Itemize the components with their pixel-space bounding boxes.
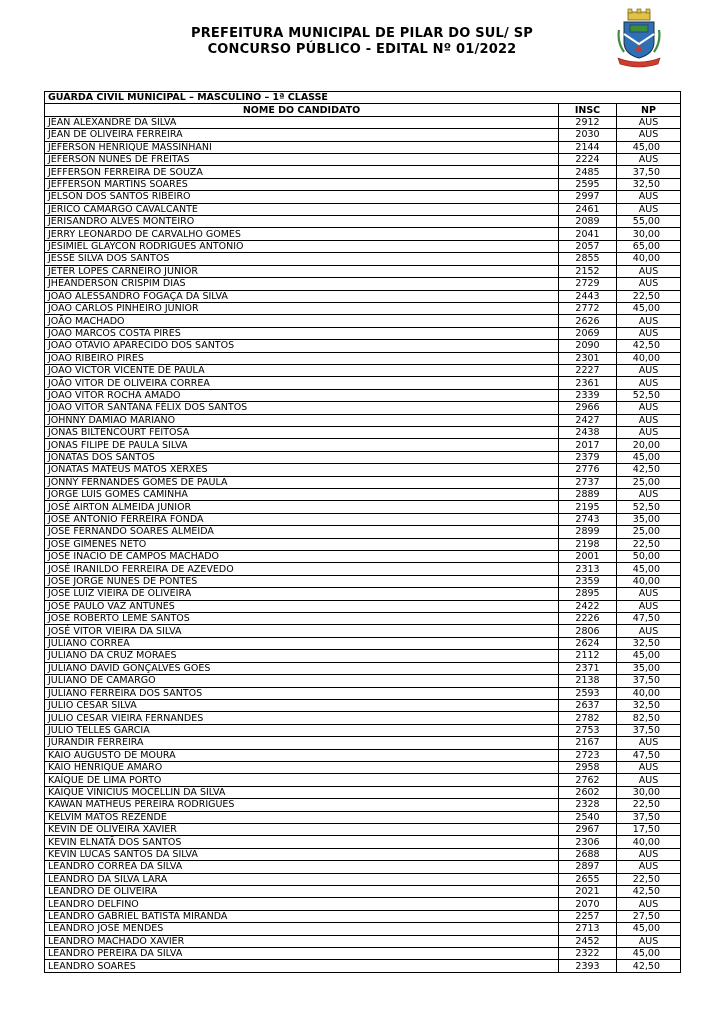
- table-row: [45, 265, 681, 277]
- candidate-np: 30,00: [617, 786, 681, 798]
- table-row: [45, 575, 681, 587]
- candidate-insc: 2069: [559, 327, 617, 339]
- table-row: [45, 873, 681, 885]
- table-row: [45, 786, 681, 798]
- candidate-insc: 2762: [559, 774, 617, 786]
- candidate-name: JOÃO CARLOS PINHEIRO JUNIOR: [45, 302, 559, 314]
- candidate-name: JOSÉ PAULO VAZ ANTUNES: [45, 600, 559, 612]
- candidate-name: JONAS BILTENCOURT FEITOSA: [45, 426, 559, 438]
- candidate-insc: 2776: [559, 464, 617, 476]
- candidate-np: AUS: [617, 489, 681, 501]
- candidate-insc: 2152: [559, 265, 617, 277]
- candidate-insc: 2017: [559, 439, 617, 451]
- table-row: [45, 613, 681, 625]
- table-row: [45, 352, 681, 364]
- table-row: [45, 811, 681, 823]
- candidate-insc: 2422: [559, 600, 617, 612]
- candidate-insc: 2224: [559, 154, 617, 166]
- candidate-insc: 2895: [559, 588, 617, 600]
- table-row: [45, 302, 681, 314]
- candidate-np: AUS: [617, 588, 681, 600]
- table-row: [45, 724, 681, 736]
- candidate-np: 40,00: [617, 352, 681, 364]
- candidate-insc: 2328: [559, 799, 617, 811]
- candidate-np: AUS: [617, 203, 681, 215]
- candidate-insc: 2339: [559, 389, 617, 401]
- candidate-name: JONATAS MATEUS MATOS XERXES: [45, 464, 559, 476]
- candidate-insc: 2438: [559, 426, 617, 438]
- candidate-insc: 2070: [559, 898, 617, 910]
- candidate-name: JEAN ALEXANDRE DA SILVA: [45, 116, 559, 128]
- candidate-name: JULIANO FERREIRA DOS SANTOS: [45, 687, 559, 699]
- candidate-name: JOÃO VITOR DE OLIVEIRA CORREA: [45, 377, 559, 389]
- candidate-insc: 2889: [559, 489, 617, 501]
- table-row: [45, 464, 681, 476]
- candidate-name: JOAO RIBEIRO PIRES: [45, 352, 559, 364]
- candidate-insc: 2713: [559, 923, 617, 935]
- candidate-np: AUS: [617, 861, 681, 873]
- candidate-name: JULIANO CORREA: [45, 637, 559, 649]
- table-row: [45, 650, 681, 662]
- candidate-np: 25,00: [617, 526, 681, 538]
- table-row: [45, 203, 681, 215]
- candidate-np: 52,50: [617, 389, 681, 401]
- table-row: [45, 861, 681, 873]
- candidate-name: JULIO CESAR SILVA: [45, 699, 559, 711]
- candidate-np: 37,50: [617, 724, 681, 736]
- candidate-name: JOAO VICTOR VICENTE DE PAULA: [45, 364, 559, 376]
- candidate-insc: 2637: [559, 699, 617, 711]
- candidate-name: JOÃO ALESSANDRO FOGAÇA DA SILVA: [45, 290, 559, 302]
- table-row: [45, 737, 681, 749]
- candidate-name: KAWAN MATHEUS PEREIRA RODRIGUES: [45, 799, 559, 811]
- candidate-name: KEVIN LUCAS SANTOS DA SILVA: [45, 848, 559, 860]
- column-header-name: NOME DO CANDIDATO: [45, 104, 559, 116]
- candidate-np: AUS: [617, 278, 681, 290]
- candidate-insc: 2379: [559, 451, 617, 463]
- candidate-insc: 2897: [559, 861, 617, 873]
- table-row: [45, 526, 681, 538]
- candidate-insc: 2772: [559, 302, 617, 314]
- candidate-insc: 2723: [559, 749, 617, 761]
- candidate-insc: 2030: [559, 129, 617, 141]
- candidate-name: KEVIN ELNATÃ DOS SANTOS: [45, 836, 559, 848]
- candidate-insc: 2855: [559, 253, 617, 265]
- candidate-insc: 2427: [559, 414, 617, 426]
- candidate-name: KELVIM MATOS REZENDE: [45, 811, 559, 823]
- table-row: [45, 960, 681, 972]
- candidate-np: 22,50: [617, 290, 681, 302]
- candidate-name: KAÍQUE DE LIMA PORTO: [45, 774, 559, 786]
- candidate-np: AUS: [617, 364, 681, 376]
- candidate-name: LEANDRO SOARES: [45, 960, 559, 972]
- table-row: [45, 166, 681, 178]
- candidate-np: 45,00: [617, 650, 681, 662]
- candidate-name: JELSON DOS SANTOS RIBEIRO: [45, 191, 559, 203]
- candidate-insc: 2753: [559, 724, 617, 736]
- candidate-insc: 2021: [559, 886, 617, 898]
- candidate-name: JONNY FERNANDES GOMES DE PAULA: [45, 476, 559, 488]
- table-row: [45, 228, 681, 240]
- candidate-insc: 2195: [559, 501, 617, 513]
- candidate-np: AUS: [617, 377, 681, 389]
- table-row: [45, 315, 681, 327]
- candidate-np: 35,00: [617, 662, 681, 674]
- candidate-name: JOÃO MACHADO: [45, 315, 559, 327]
- candidate-np: 30,00: [617, 228, 681, 240]
- candidate-name: LEANDRO DA SILVA LARA: [45, 873, 559, 885]
- candidate-name: JEFERSON NUNES DE FREITAS: [45, 154, 559, 166]
- candidate-name: JONATAS DOS SANTOS: [45, 451, 559, 463]
- candidate-name: LEANDRO DE OLIVEIRA: [45, 886, 559, 898]
- candidate-insc: 2912: [559, 116, 617, 128]
- table-row: [45, 129, 681, 141]
- candidate-name: JOSÉ AIRTON ALMEIDA JUNIOR: [45, 501, 559, 513]
- candidate-np: 45,00: [617, 923, 681, 935]
- candidate-insc: 2112: [559, 650, 617, 662]
- column-header-np: NP: [617, 104, 681, 116]
- candidate-np: 42,50: [617, 340, 681, 352]
- candidate-insc: 2041: [559, 228, 617, 240]
- candidate-insc: 2966: [559, 402, 617, 414]
- table-row: [45, 402, 681, 414]
- candidate-np: 32,50: [617, 178, 681, 190]
- candidate-name: JEFERSON HENRIQUE MASSINHANI: [45, 141, 559, 153]
- candidate-name: JEFFERSON MARTINS SOARES: [45, 178, 559, 190]
- candidate-np: 45,00: [617, 451, 681, 463]
- candidate-np: AUS: [617, 935, 681, 947]
- candidate-np: 45,00: [617, 563, 681, 575]
- candidate-np: 37,50: [617, 166, 681, 178]
- candidate-insc: 2593: [559, 687, 617, 699]
- table-row: [45, 687, 681, 699]
- candidate-name: JULIO CESAR VIEIRA FERNANDES: [45, 712, 559, 724]
- municipality-title: PREFEITURA MUNICIPAL DE PILAR DO SUL/ SP: [190, 26, 533, 41]
- candidate-np: 17,50: [617, 823, 681, 835]
- candidate-np: 40,00: [617, 253, 681, 265]
- table-row: [45, 675, 681, 687]
- candidate-insc: 2729: [559, 278, 617, 290]
- candidate-insc: 2443: [559, 290, 617, 302]
- candidate-np: 52,50: [617, 501, 681, 513]
- candidate-insc: 2967: [559, 823, 617, 835]
- candidate-name: JOSÉ FERNANDO SOARES ALMEIDA: [45, 526, 559, 538]
- candidate-name: LEANDRO GABRIEL BATISTA MIRANDA: [45, 910, 559, 922]
- table-row: [45, 948, 681, 960]
- candidate-insc: 2997: [559, 191, 617, 203]
- candidate-name: KAIO HENRIQUE AMARO: [45, 761, 559, 773]
- candidate-np: 55,00: [617, 216, 681, 228]
- candidate-insc: 2226: [559, 613, 617, 625]
- candidate-np: 22,50: [617, 873, 681, 885]
- candidate-name: JOSÉ IRANILDO FERREIRA DE AZEVEDO: [45, 563, 559, 575]
- candidate-np: 22,50: [617, 799, 681, 811]
- candidate-insc: 2540: [559, 811, 617, 823]
- table-row: [45, 761, 681, 773]
- candidate-name: JERRY LEONARDO DE CARVALHO GOMES: [45, 228, 559, 240]
- candidate-np: AUS: [617, 402, 681, 414]
- candidate-np: 40,00: [617, 836, 681, 848]
- table-row: [45, 662, 681, 674]
- candidate-np: 82,50: [617, 712, 681, 724]
- table-row: [45, 178, 681, 190]
- candidate-insc: 2257: [559, 910, 617, 922]
- candidate-insc: 2626: [559, 315, 617, 327]
- table-row: [45, 563, 681, 575]
- candidate-np: AUS: [617, 761, 681, 773]
- candidate-np: 35,00: [617, 513, 681, 525]
- candidate-np: AUS: [617, 129, 681, 141]
- candidate-name: JOSE ROBERTO LEME SANTOS: [45, 613, 559, 625]
- candidate-np: 32,50: [617, 699, 681, 711]
- candidate-name: JOSÉ VITOR VIEIRA DA SILVA: [45, 625, 559, 637]
- table-row: [45, 799, 681, 811]
- candidate-np: AUS: [617, 116, 681, 128]
- table-row: [45, 637, 681, 649]
- candidate-name: JOSÉ INACIO DE CAMPOS MACHADO: [45, 551, 559, 563]
- table-row: [45, 216, 681, 228]
- candidate-insc: 2167: [559, 737, 617, 749]
- table-row: [45, 712, 681, 724]
- candidate-name: JOÃO VITOR ROCHA AMADO: [45, 389, 559, 401]
- candidate-insc: 2090: [559, 340, 617, 352]
- table-row: [45, 774, 681, 786]
- table-row: [45, 240, 681, 252]
- candidate-np: 40,00: [617, 575, 681, 587]
- table-row: [45, 327, 681, 339]
- table-row: [45, 290, 681, 302]
- candidate-np: 20,00: [617, 439, 681, 451]
- candidate-insc: 2602: [559, 786, 617, 798]
- candidate-np: 50,00: [617, 551, 681, 563]
- table-row: [45, 451, 681, 463]
- candidate-insc: 2737: [559, 476, 617, 488]
- table-row: [45, 910, 681, 922]
- candidate-name: LEANDRO PEREIRA DA SILVA: [45, 948, 559, 960]
- candidate-np: 37,50: [617, 675, 681, 687]
- table-row: [45, 489, 681, 501]
- column-header-insc: INSC: [559, 104, 617, 116]
- candidate-insc: 2624: [559, 637, 617, 649]
- candidate-insc: 2958: [559, 761, 617, 773]
- candidate-name: JOÃO OTÁVIO APARECIDO DOS SANTOS: [45, 340, 559, 352]
- candidate-insc: 2306: [559, 836, 617, 848]
- candidate-name: JOÃO MARCOS COSTA PIRES: [45, 327, 559, 339]
- candidate-insc: 2595: [559, 178, 617, 190]
- table-row: [45, 154, 681, 166]
- candidate-np: AUS: [617, 327, 681, 339]
- candidate-name: JULIANO DAVID GONÇALVES GÓES: [45, 662, 559, 674]
- candidate-name: JONAS FILIPE DE PAULA SILVA: [45, 439, 559, 451]
- table-row: [45, 538, 681, 550]
- candidate-np: 42,50: [617, 886, 681, 898]
- table-row: [45, 426, 681, 438]
- table-row: [45, 836, 681, 848]
- candidates-table: [44, 91, 681, 973]
- candidate-insc: 2485: [559, 166, 617, 178]
- candidate-np: 45,00: [617, 141, 681, 153]
- table-row: [45, 923, 681, 935]
- candidate-name: JETER LOPES CARNEIRO JUNIOR: [45, 265, 559, 277]
- candidate-insc: 2371: [559, 662, 617, 674]
- candidate-np: 45,00: [617, 948, 681, 960]
- candidate-insc: 2806: [559, 625, 617, 637]
- table-row: [45, 551, 681, 563]
- table-row: [45, 377, 681, 389]
- candidate-name: LEANDRO CORREA DA SILVA: [45, 861, 559, 873]
- candidate-np: AUS: [617, 625, 681, 637]
- candidate-np: 42,50: [617, 464, 681, 476]
- candidate-name: KAIQUE VINICIUS MOCELLIN DA SILVA: [45, 786, 559, 798]
- table-row: [45, 823, 681, 835]
- candidate-insc: 2361: [559, 377, 617, 389]
- candidate-np: AUS: [617, 426, 681, 438]
- table-row: [45, 191, 681, 203]
- candidate-insc: 2313: [559, 563, 617, 575]
- table-row: [45, 898, 681, 910]
- candidate-np: AUS: [617, 600, 681, 612]
- table-row: [45, 935, 681, 947]
- table-row: [45, 389, 681, 401]
- candidate-np: 40,00: [617, 687, 681, 699]
- candidate-name: KEVIN DE OLIVEIRA XAVIER: [45, 823, 559, 835]
- candidate-np: 22,50: [617, 538, 681, 550]
- candidate-name: KAIO AUGUSTO DE MOURA: [45, 749, 559, 761]
- table-row: [45, 749, 681, 761]
- candidate-np: AUS: [617, 737, 681, 749]
- table-row: [45, 699, 681, 711]
- table-row: [45, 116, 681, 128]
- candidate-name: JORGE LUIS GOMES CAMINHA: [45, 489, 559, 501]
- table-row: [45, 141, 681, 153]
- candidate-np: AUS: [617, 414, 681, 426]
- candidate-insc: 2301: [559, 352, 617, 364]
- candidate-name: JOÃO VITOR SANTANA FÉLIX DOS SANTOS: [45, 402, 559, 414]
- candidate-np: 65,00: [617, 240, 681, 252]
- table-row: [45, 414, 681, 426]
- candidate-insc: 2743: [559, 513, 617, 525]
- candidate-insc: 2899: [559, 526, 617, 538]
- candidate-name: JULIANO DA CRUZ MORAES: [45, 650, 559, 662]
- candidate-name: JOSÉ ANTÔNIO FERREIRA FONDA: [45, 513, 559, 525]
- candidate-np: AUS: [617, 154, 681, 166]
- table-row: [45, 625, 681, 637]
- table-row: [45, 848, 681, 860]
- candidate-insc: 2089: [559, 216, 617, 228]
- candidate-np: AUS: [617, 848, 681, 860]
- candidate-name: JHEANDERSON CRISPIM DIAS: [45, 278, 559, 290]
- table-row: [45, 253, 681, 265]
- candidate-np: 27,50: [617, 910, 681, 922]
- candidate-name: JESIMIEL GLAYCON RODRIGUES ANTÔNIO: [45, 240, 559, 252]
- candidate-insc: 2144: [559, 141, 617, 153]
- table-row: [45, 340, 681, 352]
- candidate-name: JOHNNY DAMIÃO MARIANO: [45, 414, 559, 426]
- candidate-name: JOSÉ GIMENES NETO: [45, 538, 559, 550]
- candidate-insc: 2452: [559, 935, 617, 947]
- candidate-name: JOSE LUIZ VIEIRA DE OLIVEIRA: [45, 588, 559, 600]
- candidate-insc: 2138: [559, 675, 617, 687]
- candidate-np: 32,50: [617, 637, 681, 649]
- coat-of-arms-icon: [616, 8, 662, 68]
- candidate-np: 47,50: [617, 613, 681, 625]
- candidate-np: AUS: [617, 315, 681, 327]
- candidate-name: JEAN DE OLIVEIRA FERREIRA: [45, 129, 559, 141]
- candidate-np: AUS: [617, 265, 681, 277]
- table-row: [45, 439, 681, 451]
- table-row: [45, 501, 681, 513]
- candidate-name: JERICÓ CAMARGO CAVALCANTE: [45, 203, 559, 215]
- candidate-insc: 2782: [559, 712, 617, 724]
- table-row: [45, 364, 681, 376]
- candidate-insc: 2393: [559, 960, 617, 972]
- table-row: [45, 886, 681, 898]
- table-row: [45, 476, 681, 488]
- candidate-name: JEFFERSON FERREIRA DE SOUZA: [45, 166, 559, 178]
- candidate-name: LEANDRO JOSÉ MENDES: [45, 923, 559, 935]
- candidate-np: 45,00: [617, 302, 681, 314]
- candidate-insc: 2001: [559, 551, 617, 563]
- candidate-insc: 2461: [559, 203, 617, 215]
- candidate-insc: 2227: [559, 364, 617, 376]
- candidate-insc: 2322: [559, 948, 617, 960]
- candidate-name: JESSÉ SILVA DOS SANTOS: [45, 253, 559, 265]
- candidate-np: 25,00: [617, 476, 681, 488]
- candidate-np: 37,50: [617, 811, 681, 823]
- candidate-insc: 2655: [559, 873, 617, 885]
- candidate-name: JURANDIR FERREIRA: [45, 737, 559, 749]
- candidate-np: 47,50: [617, 749, 681, 761]
- candidate-insc: 2057: [559, 240, 617, 252]
- candidate-insc: 2688: [559, 848, 617, 860]
- candidate-name: LEANDRO MACHADO XAVIER: [45, 935, 559, 947]
- table-caption-row: [45, 92, 681, 104]
- candidate-np: AUS: [617, 191, 681, 203]
- candidate-np: AUS: [617, 774, 681, 786]
- candidate-name: JULIANO DE CAMARGO: [45, 675, 559, 687]
- candidate-np: 42,50: [617, 960, 681, 972]
- table-row: [45, 588, 681, 600]
- candidate-insc: 2359: [559, 575, 617, 587]
- table-row: [45, 600, 681, 612]
- table-row: [45, 278, 681, 290]
- table-row: [45, 513, 681, 525]
- candidate-np: AUS: [617, 898, 681, 910]
- candidate-name: JERISANDRO ALVES MONTEIRO: [45, 216, 559, 228]
- candidate-name: LEANDRO DELFINO: [45, 898, 559, 910]
- candidate-name: JOSE JORGE NUNES DE PONTES: [45, 575, 559, 587]
- candidate-name: JULIO TELLES GARCIA: [45, 724, 559, 736]
- table-header-row: [45, 104, 681, 116]
- table-caption: GUARDA CIVIL MUNICIPAL – MASCULINO – 1ª CLASSE: [45, 92, 681, 104]
- candidate-insc: 2198: [559, 538, 617, 550]
- contest-title: CONCURSO PÚBLICO - EDITAL Nº 01/2022: [207, 42, 517, 57]
